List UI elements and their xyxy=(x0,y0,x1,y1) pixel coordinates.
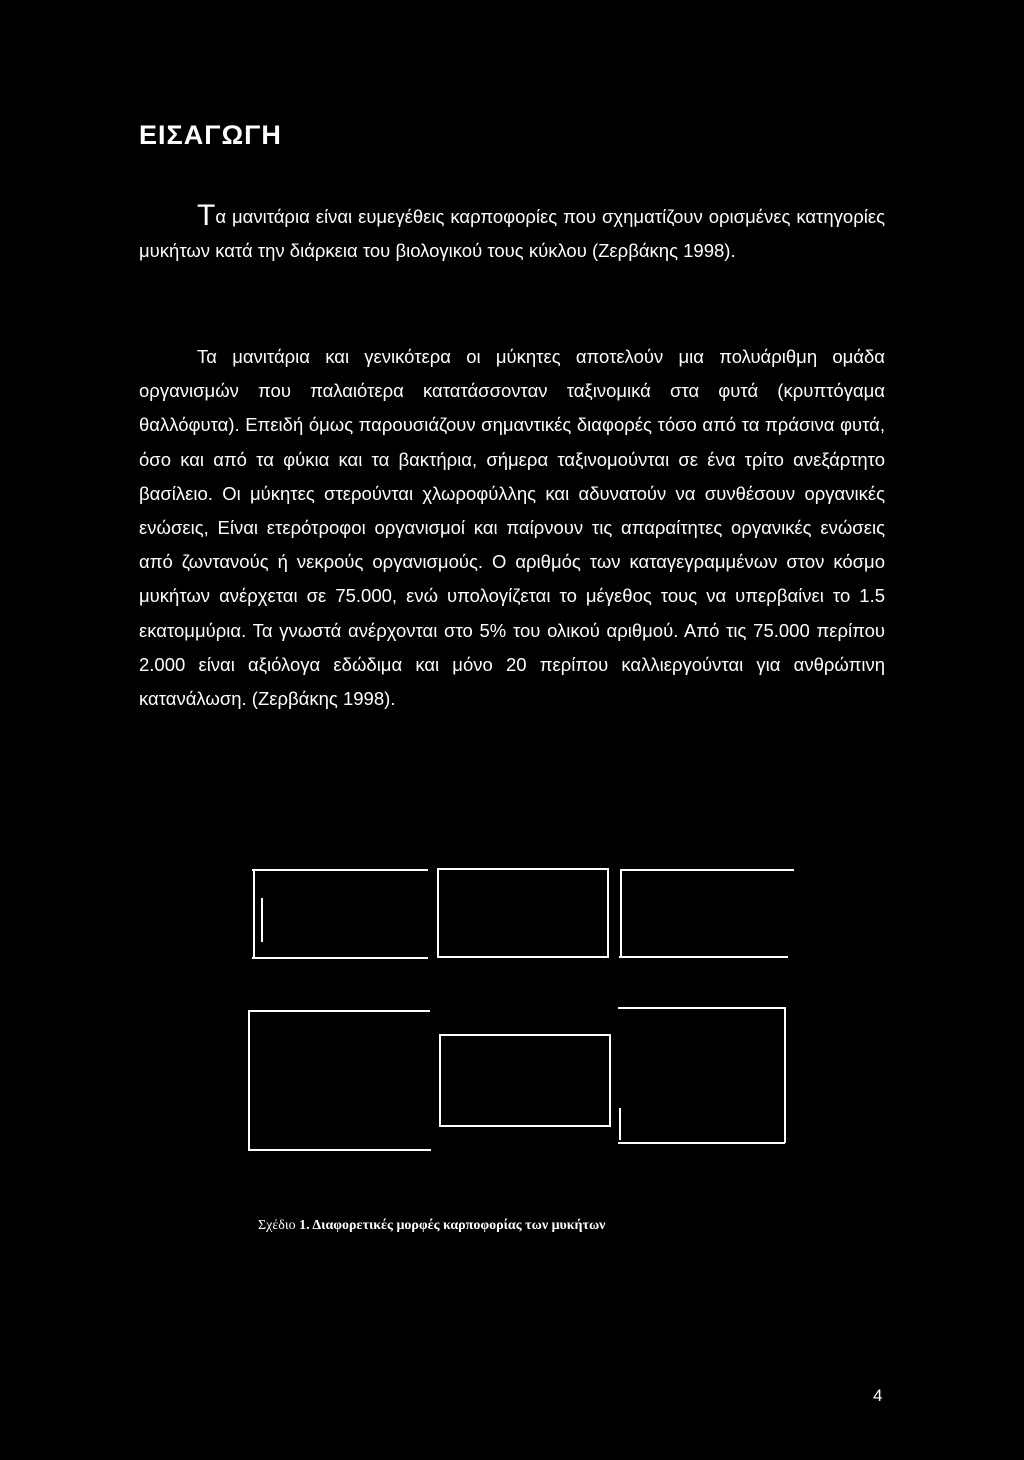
frame-outline xyxy=(252,870,428,958)
frame-top-right xyxy=(619,870,794,957)
body-paragraph: Τα μανιτάρια και γενικότερα οι μύκητες αποτελούν μια πολυάριθμη ομάδα οργανισμών που παλαιότερα κατατάσσονταν ταξινομικά στα φυτά (κρυπτόγαμα θαλλόφυτα). Επειδή όμως παρουσιάζουν σημαντικές διαφορές τόσο από τα πράσινα φυτά, όσο και από τα φύκια και τα βακτήρια, σήμερα ταξινομούνται σε ένα τρίτο ανεξάρτητο βασίλειο. Οι μύκητες στερούνται χλωροφύλλης και αδυνατούν να συνθέσουν οργανικές ενώσεις, Είναι ετερότροφοι οργανισμοί και παίρνουν τις απαραίτητες οργανικές ενώσεις από ζωντανούς ή νεκρούς οργανισμούς. Ο αριθμός των καταγεγραμμένων στον κόσμο μυκήτων ανέρχεται σε 75.000, ενώ υπολογίζεται το μέγεθος τους να υπερβαίνει το 1.5 εκατομμύρια. Τα γνωστά ανέρχονται στο 5% του ολικού αριθμού. Από τις 75.000 περίπου 2.000 είναι αξιόλογα εδώδιμα και μόνο 20 περίπου καλλιεργούνται για ανθρώπινη κατανάλωση. (Ζερβάκης 1998). xyxy=(139,346,885,710)
frame-outline xyxy=(438,869,608,957)
drop-cap-letter: Τ xyxy=(197,199,216,232)
page-number: 4 xyxy=(873,1386,883,1405)
frame-outline xyxy=(440,1035,610,1126)
caption-text: Διαφορετικές μορφές καρποφορίας των μυκήτων xyxy=(312,1218,606,1233)
figure-caption xyxy=(258,1218,605,1234)
frame-bottom-center xyxy=(440,1035,610,1126)
figure-row-bottom xyxy=(248,1008,785,1150)
frame-bottom-right xyxy=(618,1008,785,1143)
frame-outline xyxy=(618,1008,785,1143)
caption-label: Σχέδιο xyxy=(258,1218,296,1233)
intro-paragraph-text: α μανιτάρια είναι ευμεγέθεις καρποφορίες που σχηματίζουν ορισμένες κατηγορίες μυκήτων κατά την διάρκεια του βιολογικού τους κύκλου (Ζερβάκης 1998). xyxy=(139,206,885,262)
frame-outline xyxy=(248,1011,431,1150)
frame-top-left xyxy=(252,870,428,958)
frame-top-center xyxy=(438,869,608,957)
figure-row-top xyxy=(252,869,794,958)
frame-outline xyxy=(619,870,794,957)
caption-number: 1. xyxy=(299,1218,310,1233)
section-heading: ΕΙΣΑΓΩΓΗ xyxy=(139,120,282,150)
frame-bottom-left xyxy=(248,1011,431,1150)
